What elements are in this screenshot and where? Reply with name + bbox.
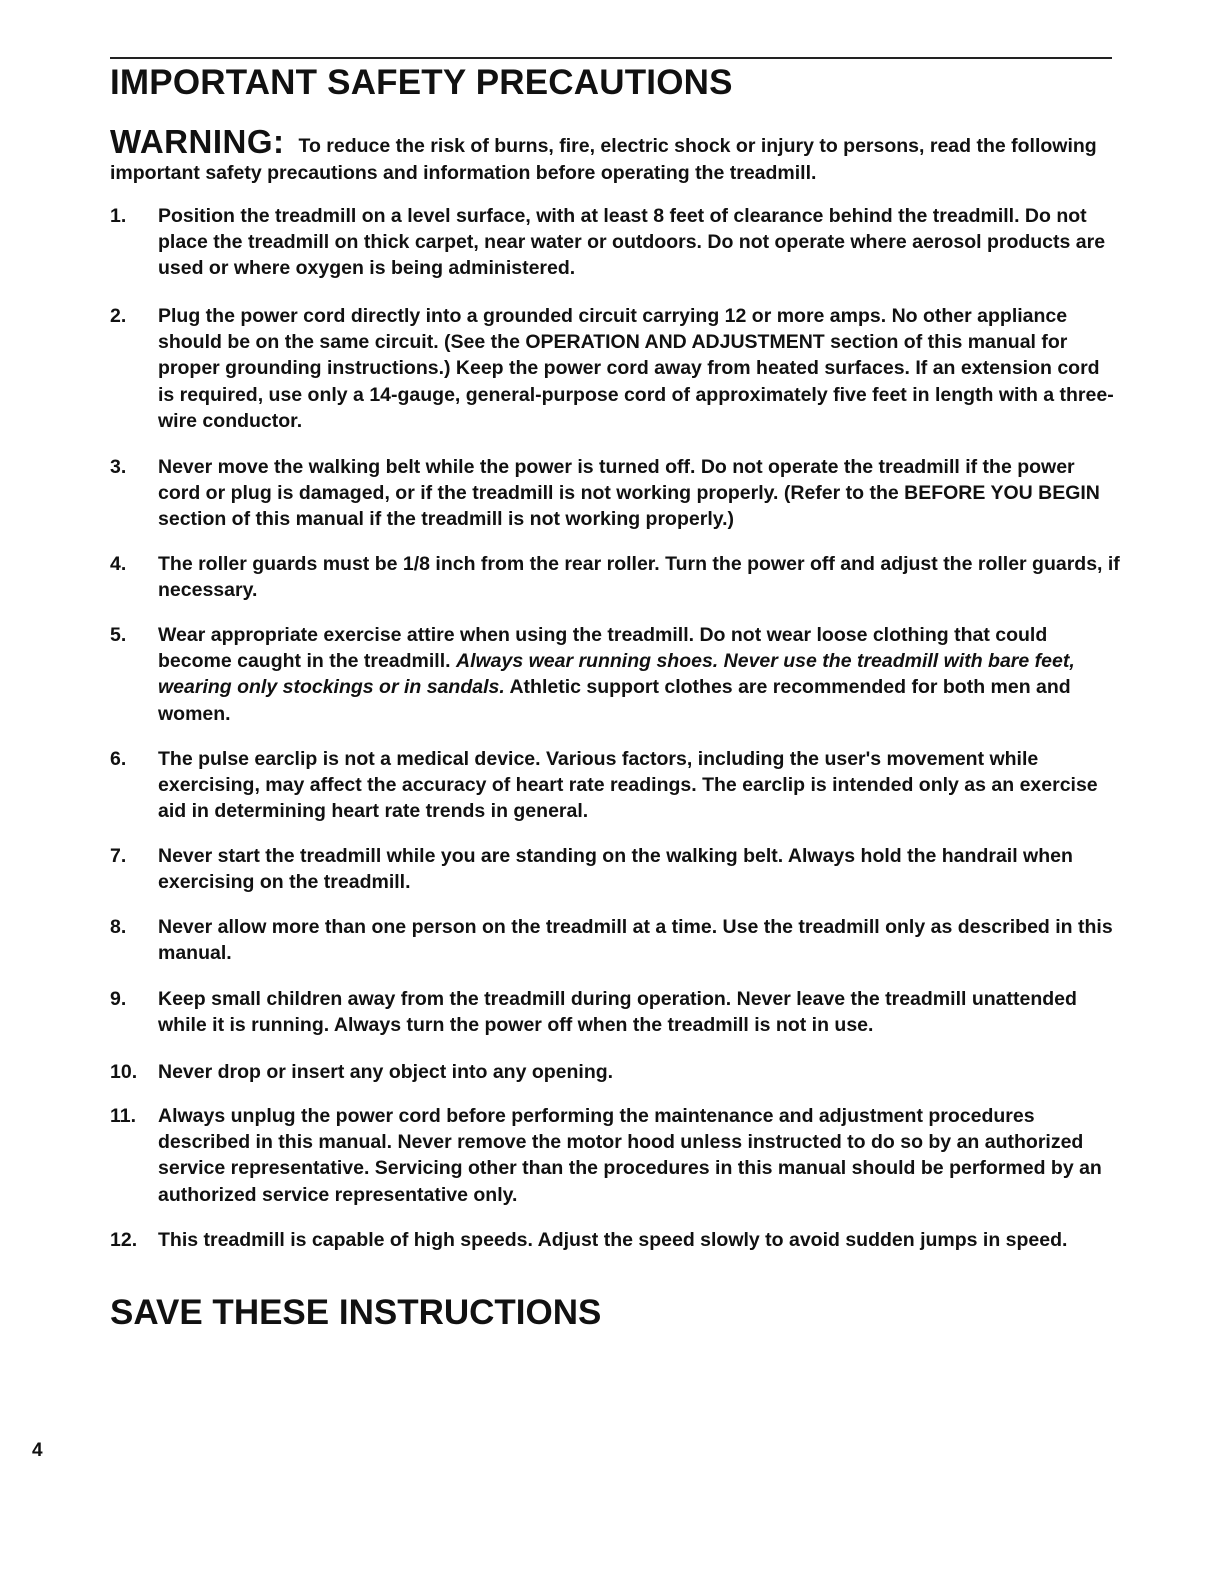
precaution-number: 8.: [110, 916, 127, 938]
precaution-text: Always unplug the power cord before performing the maintenance and adjustment procedures described in this manual. Never remove the motor hood unless instructed to do so by an authorized service representative. Servicing other than the procedures in this manual should be performed by an authorized service representative only.: [158, 1105, 1102, 1206]
page-title: IMPORTANT SAFETY PRECAUTIONS: [110, 63, 733, 102]
precaution-number: 10.: [110, 1061, 138, 1083]
precaution-number: 3.: [110, 456, 127, 478]
warning-label: WARNING:: [110, 123, 285, 160]
precaution-number: 2.: [110, 305, 127, 327]
precaution-text-before: Wear appropriate exercise attire when using the treadmill. Do not wear loose clothing that could become caught in the treadmill.: [158, 624, 1048, 673]
precaution-text: Plug the power cord directly into a grounded circuit carrying 12 or more amps. No other appliance should be on the same circuit. (See the OPERATION AND ADJUSTMENT section of this manual for proper grounding instructions.) Keep the power cord away from heated surfaces. If an extension cord is required, use only a 14-gauge, general-purpose cord of approximately five feet in length with a three-wire conductor.: [158, 305, 1114, 432]
precaution-item-4: [110, 551, 1120, 603]
precaution-text: Never move the walking belt while the power is turned off. Do not operate the treadmill if the power cord or plug is damaged, or if the treadmill is not working properly. (Refer to the BEFORE YOU BEGIN section of this manual if the treadmill is not working properly.): [158, 456, 1100, 531]
precaution-number: 12.: [110, 1229, 138, 1251]
precaution-text-after: Athletic support clothes are recommended for both men and women.: [158, 676, 1071, 725]
precaution-item-12: [110, 1227, 1120, 1253]
precaution-number: 7.: [110, 845, 127, 867]
precaution-text: This treadmill is capable of high speeds. Adjust the speed slowly to avoid sudden jumps in speed.: [158, 1229, 1068, 1251]
precaution-number: 11.: [110, 1105, 137, 1127]
precaution-text: The roller guards must be 1/8 inch from the rear roller. Turn the power off and adjust the roller guards, if necessary.: [158, 553, 1120, 602]
precaution-number: 4.: [110, 553, 127, 575]
precaution-item-7: [110, 843, 1120, 895]
precaution-text: Keep small children away from the treadmill during operation. Never leave the treadmill unattended while it is running. Always turn the power off when the treadmill is not in use.: [158, 988, 1077, 1037]
precaution-item-9: [110, 986, 1120, 1038]
precaution-text: Never drop or insert any object into any opening.: [158, 1061, 614, 1083]
page-number: 4: [32, 1440, 43, 1461]
precaution-text: Never start the treadmill while you are standing on the walking belt. Always hold the handrail when exercising on the treadmill.: [158, 845, 1073, 894]
precaution-text: Never allow more than one person on the treadmill at a time. Use the treadmill only as described in this manual.: [158, 916, 1113, 965]
precaution-text-italic: Always wear running shoes. Never use the treadmill with bare feet, wearing only stockings or in sandals.: [158, 650, 1075, 699]
precaution-item-3: [110, 454, 1120, 533]
save-instructions-heading: SAVE THESE INSTRUCTIONS: [110, 1293, 602, 1332]
precaution-item-6: [110, 746, 1120, 825]
precaution-item-10: [110, 1059, 1120, 1085]
precaution-item-11: [110, 1103, 1120, 1208]
precaution-item-1: [110, 203, 1120, 282]
precaution-text: The pulse earclip is not a medical device. Various factors, including the user's movement while exercising, may affect the accuracy of heart rate readings. The earclip is intended only as an exercise aid in determining heart rate trends in general.: [158, 748, 1098, 823]
precaution-item-5: [110, 622, 1120, 727]
warning-text: To reduce the risk of burns, fire, electric shock or injury to persons, read the following important safety precautions and information before operating the treadmill.: [110, 135, 1097, 184]
precaution-text: Position the treadmill on a level surface, with at least 8 feet of clearance behind the treadmill. Do not place the treadmill on thick carpet, near water or outdoors. Do not operate where aerosol products are used or where oxygen is being administered.: [158, 205, 1106, 280]
precaution-number: 5.: [110, 624, 127, 646]
top-rule: [110, 57, 1112, 59]
precaution-item-8: [110, 914, 1120, 966]
precaution-number: 6.: [110, 748, 127, 770]
warning-paragraph: [110, 123, 1120, 187]
precaution-item-2: [110, 303, 1120, 434]
precaution-number: 1.: [110, 205, 127, 227]
precaution-number: 9.: [110, 988, 127, 1010]
